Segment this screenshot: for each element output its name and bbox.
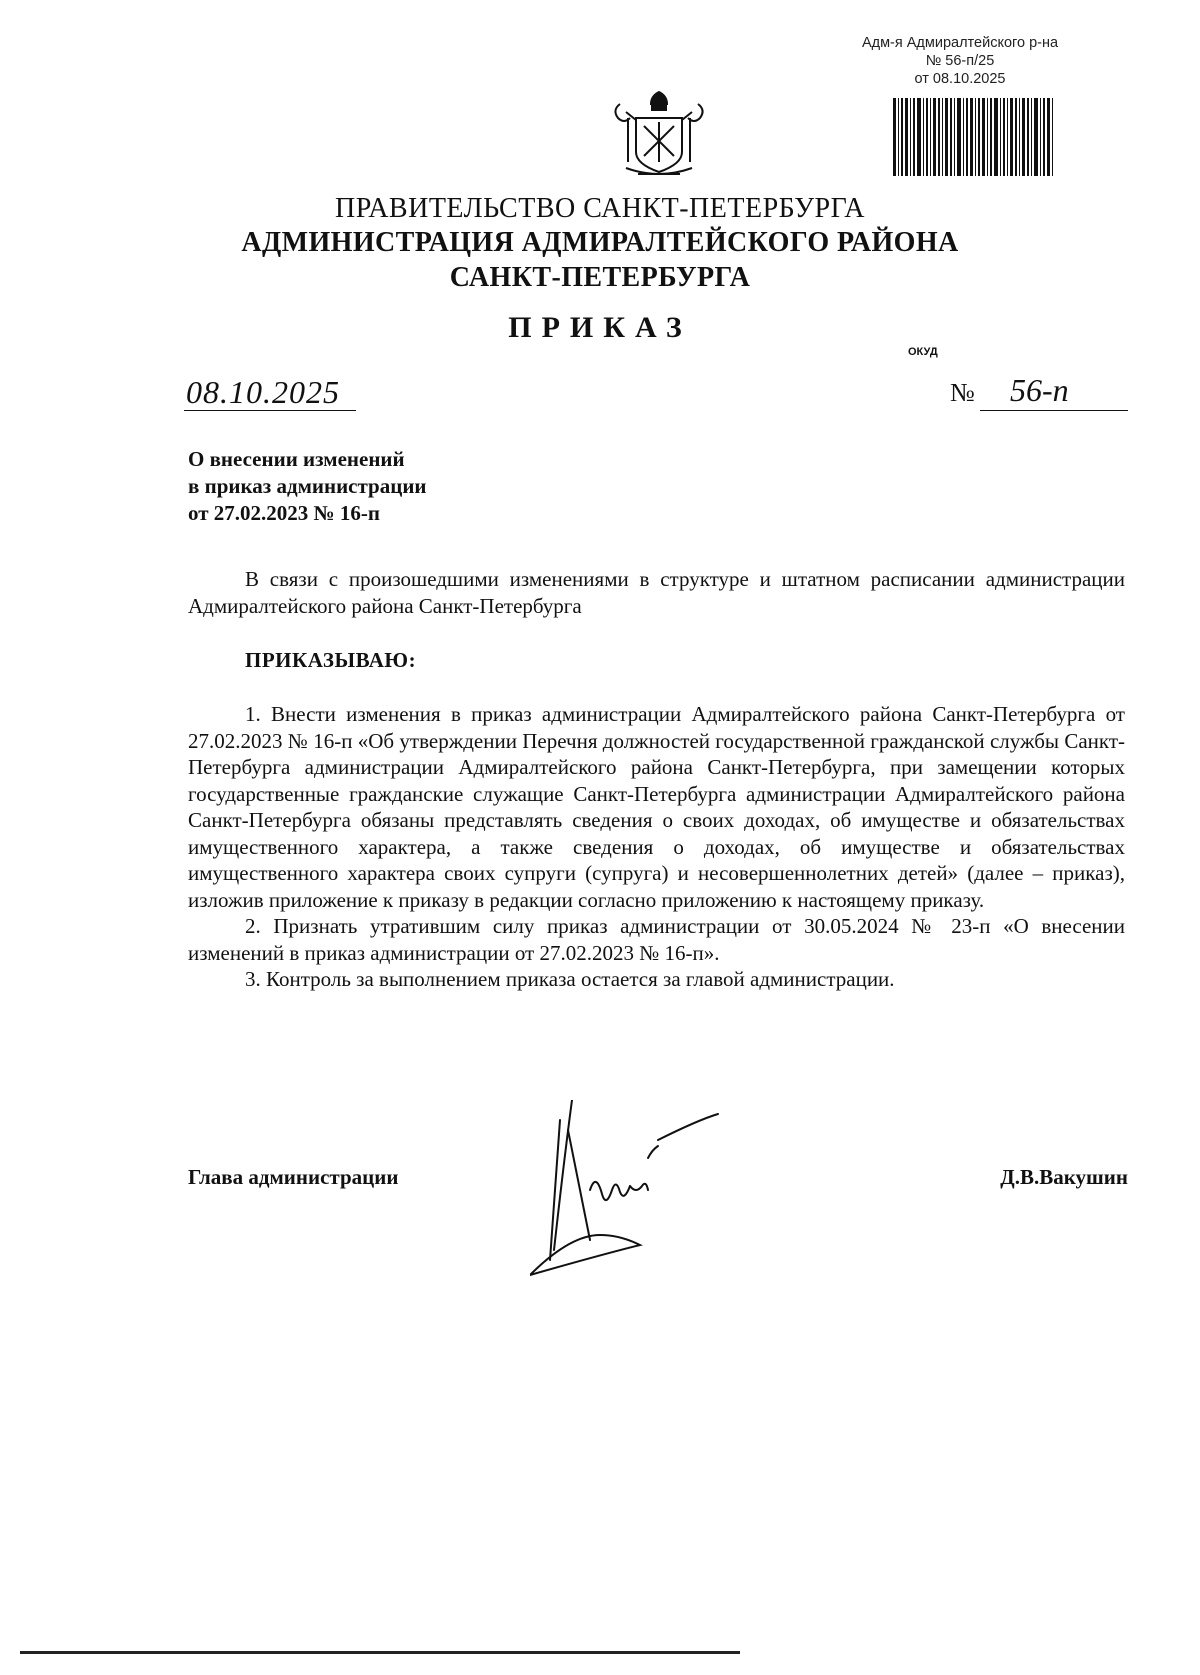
preamble-paragraph: В связи с произошедшими изменениями в структуре и штатном расписании администрации Адмиралтейского района Санкт-Петербурга <box>188 567 1125 618</box>
title-line: в приказ администрации <box>188 474 427 498</box>
order-word: ПРИКАЗЫВАЮ: <box>245 648 417 672</box>
order-item-2: 2. Признать утратившим силу приказ администрации от 30.05.2024 № 23-п «О внесении изменений в приказ администрации от 27.02.2023 № 16-п». <box>188 914 1125 965</box>
page-edge-line <box>20 1651 740 1654</box>
number-label: № <box>950 378 975 407</box>
city-heading: САНКТ-ПЕТЕРБУРГА <box>449 262 751 293</box>
order-item-1: 1. Внести изменения в приказ администрации Адмиралтейского района Санкт-Петербурга от 27.02.2023 № 16-п «Об утверждении Перечня должностей государственной гражданской службы Санкт-Петербурга администрации Адмиралтейского района Санкт-Петербурга, при замещении которых государственные гражданские служащие Санкт-Петербурга администрации Адмиралтейского района Санкт-Петербурга обязаны представлять сведения о своих доходах, об имуществе и обязательствах имущественного характера, а также сведения о доходах, об имуществе и обязательствах имущественного характера своих супруги (супруга) и несовершеннолетних детей» (далее – приказ), изложив приложение к приказу в редакции согласно приложению к настоящему приказу. <box>188 702 1125 912</box>
handwritten-date: 08.10.2025 <box>186 374 340 410</box>
number-underline <box>980 410 1128 411</box>
title-line: от 27.02.2023 № 16-п <box>188 501 380 525</box>
signatory-name: Д.В.Вакушин <box>1000 1165 1128 1189</box>
document-title <box>188 446 427 527</box>
title-line: О внесении изменений <box>188 447 405 471</box>
date-underline <box>184 410 356 411</box>
government-heading: ПРАВИТЕЛЬСТВО САНКТ-ПЕТЕРБУРГА <box>335 193 865 224</box>
document-type-heading: ПРИКАЗ <box>508 311 692 344</box>
order-item-3: 3. Контроль за выполнением приказа остается за главой администрации. <box>245 967 895 991</box>
order-items <box>188 701 1125 993</box>
registration-org: Адм-я Адмиралтейского р-на <box>861 35 1059 51</box>
administration-heading: АДМИНИСТРАЦИЯ АДМИРАЛТЕЙСКОГО РАЙОНА <box>241 227 959 258</box>
handwritten-number: 56-п <box>1010 372 1069 408</box>
coat-of-arms-icon <box>606 88 712 180</box>
handwritten-signature <box>530 1100 760 1280</box>
registration-stamp <box>830 34 1090 88</box>
registration-number: № 56-п/25 <box>925 53 995 69</box>
okud-label: ОКУД <box>908 346 938 358</box>
signatory-position: Глава администрации <box>188 1165 399 1189</box>
registration-date: от 08.10.2025 <box>914 71 1006 87</box>
barcode <box>893 98 1053 176</box>
